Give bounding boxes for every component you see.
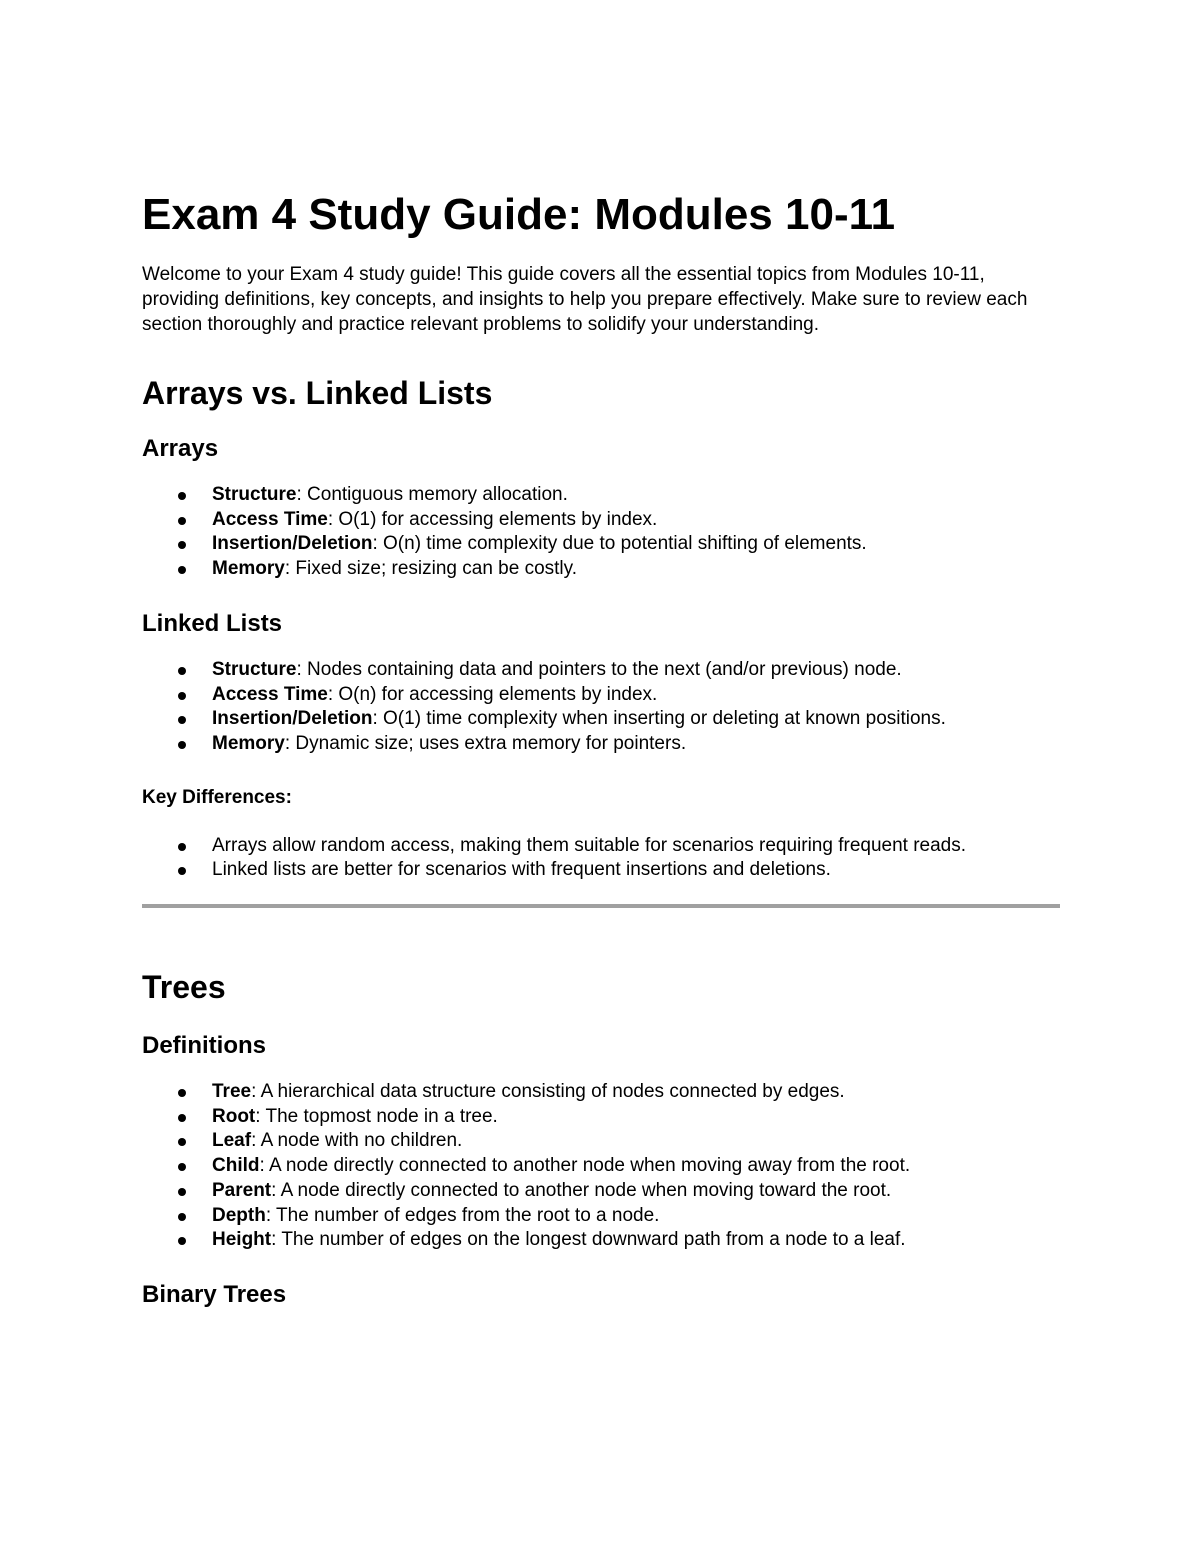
document-content [142, 188, 1060, 1310]
bullet-icon [178, 1213, 186, 1221]
list-item-text: Arrays allow random access, making them suitable for scenarios requiring frequent reads. [212, 834, 967, 856]
term: Memory [212, 558, 285, 580]
list-item [142, 1179, 1060, 1204]
definition: : A node directly connected to another node when moving away from the root. [259, 1155, 911, 1177]
definition: : A node with no children. [251, 1130, 463, 1152]
subheading-binary-trees: Binary Trees [142, 1280, 287, 1308]
list-item [142, 483, 1060, 508]
bullet-icon [178, 517, 186, 525]
definition: : The number of edges on the longest downward path from a node to a leaf. [271, 1229, 906, 1251]
term: Parent [212, 1179, 272, 1201]
bullet-icon [178, 1138, 186, 1146]
definition: : A hierarchical data structure consisting of nodes connected by edges. [251, 1081, 845, 1103]
term: Structure [212, 484, 297, 505]
term: Access Time [212, 683, 328, 705]
bullet-icon [178, 492, 186, 500]
bullet-icon [178, 1237, 186, 1245]
definition: : Nodes containing data and pointers to the next (and/or previous) node. [296, 658, 902, 680]
bullet-icon [178, 843, 186, 851]
term: Child [212, 1155, 260, 1177]
bullet-icon [178, 566, 186, 574]
linked-lists-list [142, 658, 1060, 757]
bullet-icon [178, 692, 186, 700]
definition: : Fixed size; resizing can be costly. [284, 558, 578, 580]
bullet-icon [178, 867, 186, 875]
term: Depth [212, 1204, 266, 1226]
definition: : A node directly connected to another node when moving toward the root. [271, 1179, 892, 1201]
term: Insertion/Deletion [212, 708, 373, 730]
subheading-linked-lists: Linked Lists [142, 609, 283, 637]
intro-paragraph: Welcome to your Exam 4 study guide! This guide covers all the essential topics from Modules 10-11, providing definitions, key concepts, and insights to help you prepare effectively. Make sure to review each section thoroughly and practice relevant problems to solidify your understanding. [142, 264, 1028, 335]
subheading-key-differences: Key Differences: [142, 786, 292, 808]
term: Tree [212, 1081, 252, 1103]
list-item [142, 557, 1060, 582]
definition: : O(1) for accessing elements by index. [327, 508, 658, 530]
bullet-icon [178, 716, 186, 724]
list-item [142, 1154, 1060, 1179]
bullet-icon [178, 1163, 186, 1171]
term: Leaf [212, 1130, 252, 1152]
page-title: Exam 4 Study Guide: Modules 10-11 [142, 190, 896, 239]
list-item [142, 834, 1060, 859]
definition: : Contiguous memory allocation. [296, 484, 568, 505]
section-heading-trees: Trees [142, 969, 226, 1006]
list-item [142, 508, 1060, 533]
list-item [142, 683, 1060, 708]
bullet-icon [178, 741, 186, 749]
subheading-arrays: Arrays [142, 435, 219, 462]
list-item-text: Linked lists are better for scenarios with frequent insertions and deletions. [212, 859, 831, 881]
list-item [142, 1105, 1060, 1130]
bullet-icon [178, 667, 186, 675]
arrays-list [142, 483, 1060, 582]
definition: : O(n) for accessing elements by index. [327, 683, 658, 705]
definitions-list [142, 1080, 1060, 1253]
definition: : The number of edges from the root to a node. [265, 1204, 660, 1226]
list-item [142, 732, 1060, 757]
term: Insertion/Deletion [212, 533, 373, 555]
list-item [142, 1228, 1060, 1253]
horizontal-rule [142, 904, 1060, 908]
list-item [142, 658, 1060, 683]
bullet-icon [178, 1089, 186, 1097]
list-item [142, 1129, 1060, 1154]
section-heading-arrays-vs-linked-lists: Arrays vs. Linked Lists [142, 375, 493, 411]
bullet-icon [178, 541, 186, 549]
list-item [142, 858, 1060, 883]
subheading-definitions: Definitions [142, 1032, 266, 1060]
key-differences-list [142, 834, 1060, 883]
term: Structure [212, 658, 297, 680]
definition: : O(n) time complexity due to potential shifting of elements. [372, 533, 867, 555]
bullet-icon [178, 1188, 186, 1196]
term: Access Time [212, 508, 328, 530]
term: Root [212, 1105, 256, 1127]
definition: : The topmost node in a tree. [255, 1105, 498, 1127]
list-item [142, 1204, 1060, 1229]
list-item [142, 532, 1060, 557]
list-item [142, 707, 1060, 732]
definition: : Dynamic size; uses extra memory for pointers. [284, 732, 687, 754]
list-item [142, 1080, 1060, 1105]
term: Memory [212, 732, 285, 754]
definition: : O(1) time complexity when inserting or deleting at known positions. [372, 708, 946, 730]
bullet-icon [178, 1114, 186, 1122]
term: Height [212, 1229, 272, 1251]
